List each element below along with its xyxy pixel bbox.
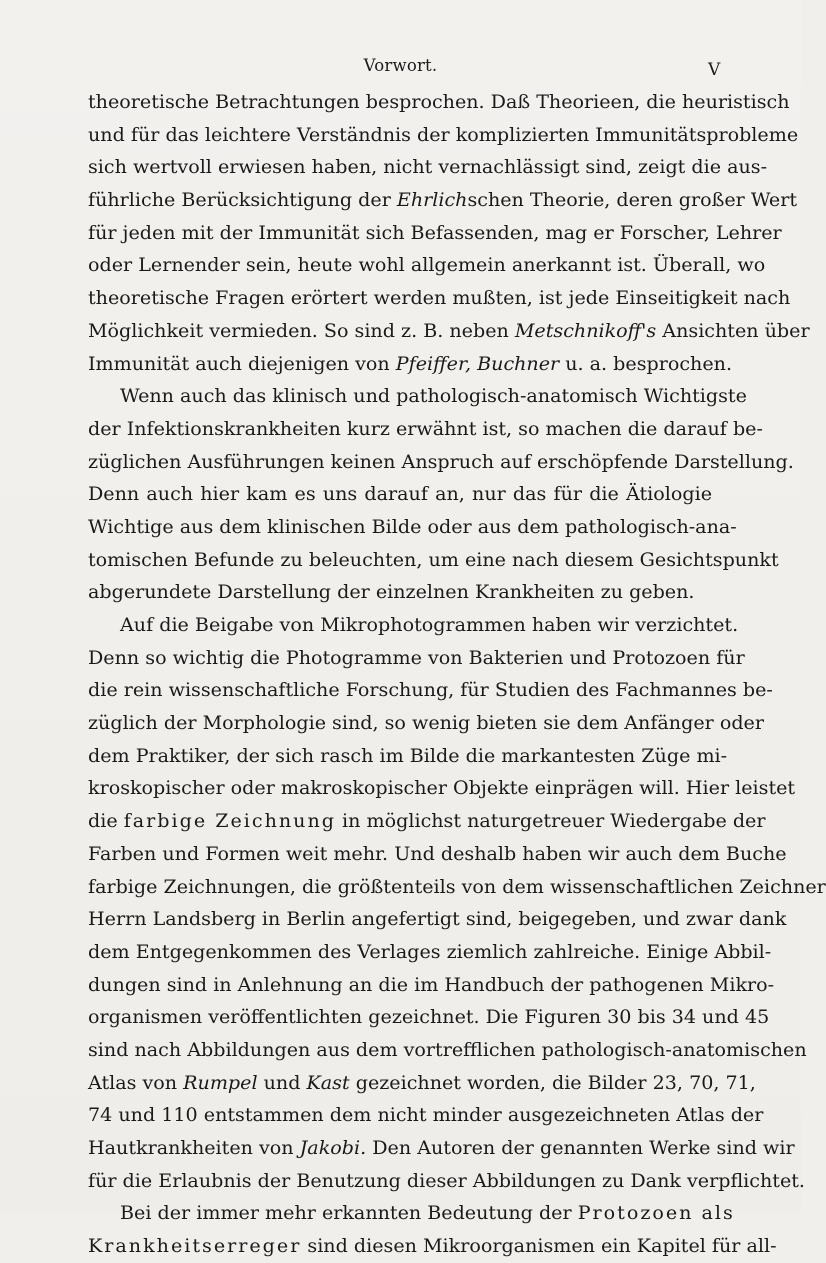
- text-run: Bei der immer mehr erkannten Bedeutung der: [120, 1201, 578, 1225]
- text-line: [88, 1230, 777, 1263]
- text-run: Herrn Landsberg in Berlin angefertigt sind, beigegeben, und zwar dank: [88, 907, 787, 931]
- text-line: [88, 1165, 805, 1198]
- text-line: [88, 936, 772, 969]
- text-run: dem Praktiker, der sich rasch im Bilde die markantesten Züge mi-: [88, 743, 728, 767]
- text-line: [88, 315, 810, 348]
- text-run: Möglichkeit vermieden. So sind z. B. neben: [88, 318, 515, 342]
- text-run: führliche Berücksichtigung der: [88, 188, 397, 212]
- text-line: [88, 1132, 795, 1165]
- text-run: Ansichten über: [656, 318, 810, 342]
- text-run: kroskopischer oder makroskopischer Objekte einprägen will. Hier leistet: [88, 776, 796, 800]
- text-line: [88, 805, 766, 838]
- spaced-emphasis: farbige Zeichnung: [123, 809, 336, 833]
- text-line: [88, 1001, 770, 1034]
- body-text: [88, 86, 826, 1263]
- text-run: der Infektionskrankheiten kurz erwähnt ist, so machen die darauf be-: [88, 416, 763, 440]
- text-run: züglichen Ausführungen keinen Anspruch auf erschöpfende Darstellung.: [88, 449, 794, 473]
- text-line: [88, 1067, 756, 1100]
- italic-name: Ehrlich: [396, 188, 468, 212]
- text-line: [88, 348, 733, 381]
- text-run: dem Entgegenkommen des Verlages ziemlich zahlreiche. Einige Abbil-: [88, 939, 772, 963]
- text-run: sich wertvoll erwiesen haben, nicht vernachlässigt sind, zeigt die aus-: [88, 155, 768, 179]
- text-line: [88, 1034, 807, 1067]
- text-run: oder Lernender sein, heute wohl allgemein anerkannt ist. Überall, wo: [88, 253, 766, 277]
- text-run: organismen veröffentlichten gezeichnet. Die Figuren 30 bis 34 und 45: [88, 1005, 770, 1029]
- text-run: 74 und 110 entstammen dem nicht minder ausgezeichneten Atlas der: [88, 1103, 764, 1127]
- text-run: Farben und Formen weit mehr. Und deshalb haben wir auch dem Buche: [88, 841, 787, 865]
- text-line: [88, 642, 745, 675]
- text-line: [88, 151, 768, 184]
- text-run: Atlas von: [88, 1070, 184, 1094]
- text-line: [88, 413, 763, 446]
- text-run: und: [257, 1070, 307, 1094]
- text-run: Immunität auch diejenigen von: [88, 351, 396, 375]
- text-line: [88, 609, 739, 642]
- text-line: [88, 380, 747, 413]
- italic-name: Jakobi.: [299, 1136, 367, 1159]
- text-run: sind diesen Mikroorganismen ein Kapitel für all-: [301, 1234, 777, 1258]
- italic-name: Pfeiffer, Buchner: [395, 351, 560, 375]
- italic-name: Rumpel: [183, 1070, 258, 1094]
- text-line: [88, 1197, 735, 1230]
- text-run: Denn so wichtig die Photogramme von Bakterien und Protozoen für: [88, 645, 745, 669]
- text-line: [88, 969, 775, 1002]
- text-run: schen Theorie, deren großer Wert: [467, 188, 798, 212]
- text-line: [88, 740, 728, 773]
- text-line: [88, 511, 737, 544]
- text-run: dungen sind in Anlehnung an die im Handbuch der pathogenen Mikro-: [88, 972, 775, 996]
- text-run: Den Autoren der genannten Werke sind wir: [366, 1136, 795, 1159]
- text-line: [88, 249, 766, 282]
- text-line: [88, 871, 826, 904]
- text-run: Denn auch hier kam es uns darauf an, nur das für die Ätiologie: [88, 482, 712, 506]
- text-run: in möglichst naturgetreuer Wiedergabe der: [335, 809, 766, 833]
- text-run: Wichtige aus dem klinischen Bilde oder aus dem pathologisch-ana-: [88, 514, 737, 538]
- text-run: Hautkrankheiten von: [88, 1136, 300, 1159]
- text-run: züglich der Morphologie sind, so wenig bieten sie dem Anfänger oder: [88, 711, 764, 735]
- text-line: [88, 707, 764, 740]
- text-run: für jeden mit der Immunität sich Befassenden, mag er Forscher, Lehrer: [88, 220, 782, 244]
- running-head: Vorwort.: [363, 56, 438, 75]
- text-run: theoretische Betrachtungen besprochen. Daß Theorieen, die heuristisch: [88, 90, 790, 113]
- italic-name: Metschnikoff's: [514, 318, 657, 342]
- text-line: [88, 903, 787, 936]
- text-line: [88, 544, 779, 577]
- text-run: theoretische Fragen erörtert werden mußten, ist jede Einseitigkeit nach: [88, 286, 791, 310]
- text-run: farbige Zeichnungen, die größtenteils von dem wissenschaftlichen Zeichner: [88, 874, 826, 898]
- spaced-emphasis: Krankheitserreger: [88, 1234, 302, 1258]
- text-run: sind nach Abbildungen aus dem vortrefflichen pathologisch-anatomischen: [88, 1037, 807, 1061]
- text-line: [88, 282, 791, 315]
- text-run: abgerundete Darstellung der einzelnen Krankheiten zu geben.: [88, 580, 695, 604]
- text-line: [88, 86, 790, 119]
- text-line: [88, 772, 796, 805]
- text-run: und für das leichtere Verständnis der komplizierten Immunitätsprobleme: [88, 122, 799, 146]
- italic-name: Kast: [306, 1070, 350, 1094]
- text-line: [88, 119, 799, 152]
- text-line: [88, 576, 712, 609]
- text-line: [88, 217, 782, 250]
- text-run: die rein wissenschaftliche Forschung, für Studien des Fachmannes be-: [88, 678, 773, 702]
- spaced-emphasis: Protozoen als: [577, 1201, 735, 1225]
- text-line: [88, 674, 773, 707]
- text-line: [88, 1099, 764, 1132]
- text-line: [88, 446, 794, 479]
- text-run: tomischen Befunde zu beleuchten, um eine nach diesem Gesichtspunkt: [88, 547, 779, 571]
- text-run: Auf die Beigabe von Mikrophotogrammen haben wir verzichtet.: [120, 613, 739, 636]
- text-run: die: [88, 809, 124, 833]
- text-run: gezeichnet worden, die Bilder 23, 70, 71,: [349, 1070, 756, 1094]
- text-run: für die Erlaubnis der Benutzung dieser Abbildungen zu Dank verpflichtet.: [88, 1168, 805, 1192]
- text-run: Wenn auch das klinisch und pathologisch-anatomisch Wichtigste: [120, 384, 747, 408]
- page-number: V: [708, 60, 721, 80]
- text-line: [88, 184, 798, 217]
- text-line: [88, 838, 787, 871]
- text-run: u. a. besprochen.: [559, 351, 733, 375]
- text-line: [88, 478, 712, 511]
